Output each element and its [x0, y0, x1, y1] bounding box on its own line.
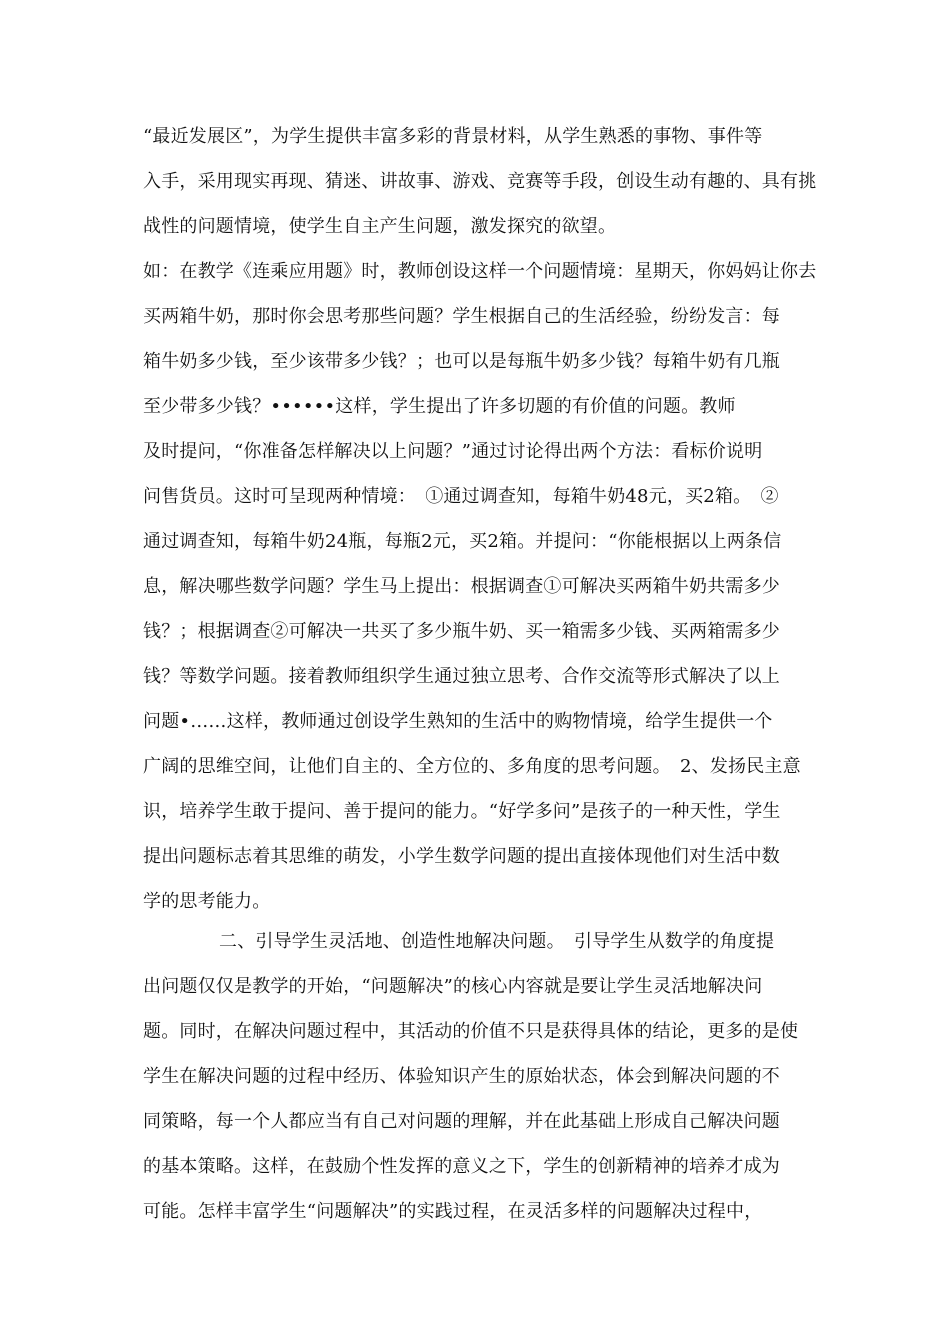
text-line: 提出问题标志着其思维的萌发，小学生数学问题的提出直接体现他们对生活中数: [143, 846, 780, 867]
text-line: 题。同时，在解决问题过程中，其活动的价值不只是获得具体的结论，更多的是使: [143, 1021, 799, 1042]
text-line: 钱？；根据调查②可解决一共买了多少瓶牛奶、买一箱需多少钱、买两箱需多少: [143, 621, 780, 642]
text-line: 广阔的思维空间，让他们自主的、全方位的、多角度的思考问题。 2、发扬民主意: [143, 756, 801, 777]
text-line: 及时提问，“你准备怎样解决以上问题？”通过讨论得出两个方法：看标价说明: [143, 441, 763, 462]
text-line: 息，解决哪些数学问题？学生马上提出：根据调查①可解决买两箱牛奶共需多少: [143, 576, 780, 597]
text-line: 入手，采用现实再现、猜迷、讲故事、游戏、竞赛等手段，创设生动有趣的、具有挑: [143, 171, 817, 192]
text-line: 学生在解决问题的过程中经历、体验知识产生的原始状态，体会到解决问题的不: [143, 1066, 780, 1087]
text-line: 通过调查知，每箱牛奶24瓶，每瓶2元，买2箱。并提问：“你能根据以上两条信: [143, 531, 782, 552]
text-line: 钱？等数学问题。接着教师组织学生通过独立思考、合作交流等形式解决了以上: [143, 666, 780, 687]
text-line: 可能。怎样丰富学生“问题解决”的实践过程，在灵活多样的问题解决过程中，: [143, 1201, 763, 1222]
text-line: 如：在教学《连乘应用题》时，教师创设这样一个问题情境：星期天，你妈妈让你去: [143, 261, 817, 282]
text-line: 识，培养学生敢于提问、善于提问的能力。“好学多问”是孩子的一种天性，学生: [143, 801, 781, 822]
text-line: 问售货员。这时可呈现两种情境： ①通过调查知，每箱牛奶48元，买2箱。 ②: [143, 486, 779, 507]
text-line: 至少带多少钱？••••••这样，学生提出了许多切题的有价值的问题。教师: [143, 396, 736, 417]
text-line: “最近发展区”，为学生提供丰富多彩的背景材料，从学生熟悉的事物、事件等: [143, 126, 763, 147]
text-line: 同策略，每一个人都应当有自己对问题的理解，并在此基础上形成自己解决问题: [143, 1111, 780, 1132]
text-line: 战性的问题情境，使学生自主产生问题，激发探究的欲望。: [143, 216, 617, 237]
text-line: 买两箱牛奶，那时你会思考那些问题？学生根据自己的生活经验，纷纷发言：每: [143, 306, 780, 327]
text-line: 出问题仅仅是教学的开始，“问题解决”的核心内容就是要让学生灵活地解决问: [143, 976, 763, 997]
text-line: 箱牛奶多少钱，至少该带多少钱？；也可以是每瓶牛奶多少钱？每箱牛奶有几瓶: [143, 351, 780, 372]
text-line: 学的思考能力。: [143, 891, 271, 912]
section-heading-line: 二、引导学生灵活地、创造性地解决问题。 引导学生从数学的角度提: [219, 931, 775, 952]
text-line: 问题•……这样，教师通过创设学生熟知的生活中的购物情境，给学生提供一个: [143, 711, 773, 732]
text-line: 的基本策略。这样，在鼓励个性发挥的意义之下，学生的创新精神的培养才成为: [143, 1156, 780, 1177]
